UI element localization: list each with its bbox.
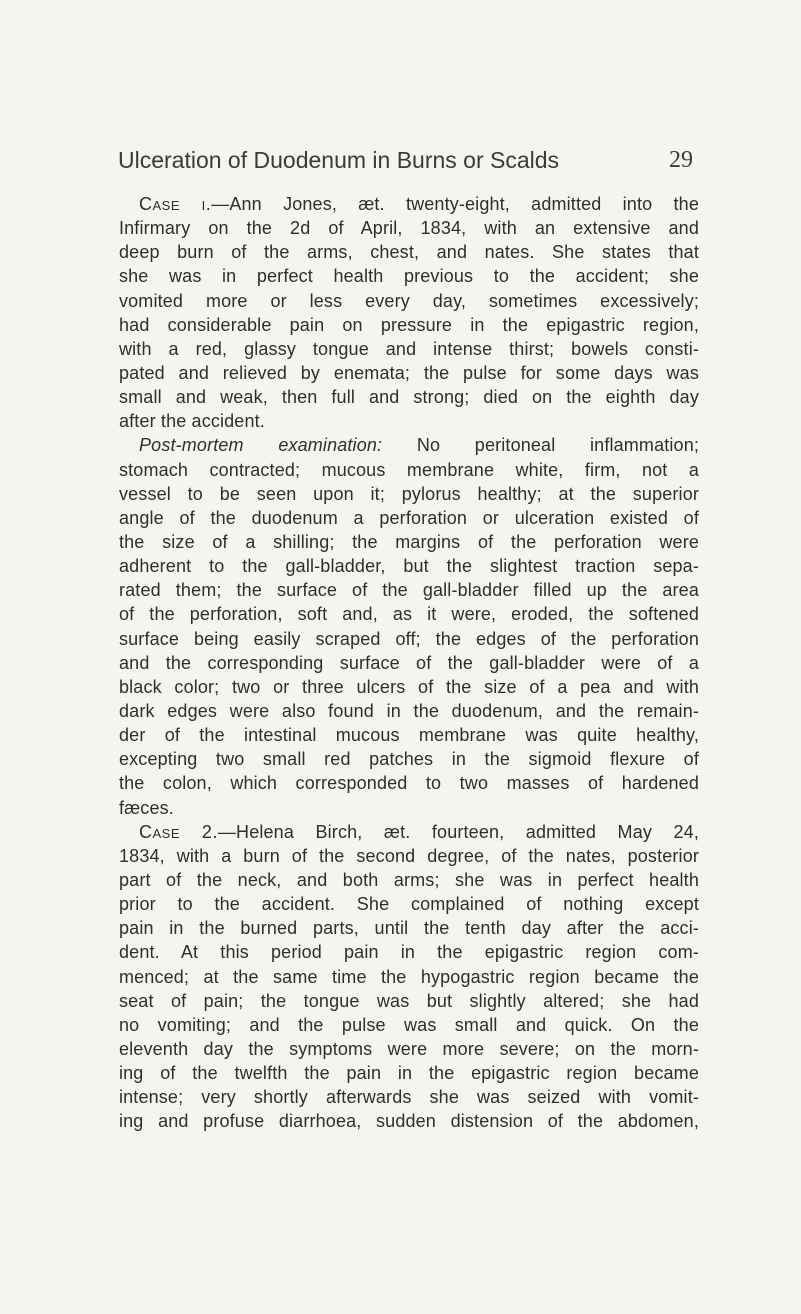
text-line: excepting two small red patches in the sigmoid flexure of bbox=[119, 749, 699, 770]
text-line: pated and relieved by enemata; the pulse for some days was bbox=[119, 362, 699, 383]
post-mortem-heading: Post-mortem examination: bbox=[139, 435, 383, 456]
text-line: black color; two or three ulcers of the size of a pea and with bbox=[119, 676, 699, 697]
text-line: menced; at the same time the hypogastric region became the bbox=[119, 966, 699, 987]
text-line: ing of the twelfth the pain in the epigastric region became bbox=[119, 1063, 699, 1084]
text-line: had considerable pain on pressure in the epigastric region, bbox=[119, 314, 699, 335]
text-line: with a red, glassy tongue and intense thirst; bowels consti- bbox=[119, 338, 699, 359]
text-line: vomited more or less every day, sometimes excessively; bbox=[119, 290, 699, 311]
text-line: pain in the burned parts, until the tenth day after the acci- bbox=[119, 918, 699, 939]
case-1-label: Case i. bbox=[139, 194, 212, 214]
running-head bbox=[118, 147, 693, 179]
case-1-first-line: —Ann Jones, æt. twenty-eight, admitted into the bbox=[211, 194, 699, 214]
text-line: rated them; the surface of the gall-bladder filled up the area bbox=[119, 580, 699, 601]
text-line: part of the neck, and both arms; she was in perfect health bbox=[119, 869, 699, 890]
text-line: after the accident. bbox=[119, 411, 265, 432]
post-mortem-first-line: No peritoneal inflammation; bbox=[382, 435, 699, 456]
text-line: dent. At this period pain in the epigastric region com- bbox=[119, 942, 699, 963]
text-line: and the corresponding surface of the gall-bladder were of a bbox=[119, 652, 699, 673]
text-line: deep burn of the arms, chest, and nates. She states that bbox=[119, 242, 699, 263]
page-number: 29 bbox=[669, 147, 693, 173]
text-line: stomach contracted; mucous membrane white, firm, not a bbox=[119, 459, 699, 480]
text-line bbox=[119, 820, 699, 844]
text-line: she was in perfect health previous to the accident; she bbox=[119, 266, 699, 287]
text-line: prior to the accident. She complained of nothing except bbox=[119, 894, 699, 915]
text-line: intense; very shortly afterwards she was seized with vomit- bbox=[119, 1087, 699, 1108]
text-line: no vomiting; and the pulse was small and quick. On the bbox=[119, 1014, 699, 1035]
text-line: fæces. bbox=[119, 797, 174, 818]
text-line: dark edges were also found in the duodenum, and the remain- bbox=[119, 700, 699, 721]
case-2-first-line: —Helena Birch, æt. fourteen, admitted May 24, bbox=[217, 821, 699, 842]
case-1-paragraph bbox=[119, 192, 699, 433]
text-line: of the perforation, soft and, as it were, eroded, the softened bbox=[119, 604, 699, 625]
text-line: seat of pain; the tongue was but slightly altered; she had bbox=[119, 990, 699, 1011]
text-line: ing and profuse diarrhoea, sudden distension of the abdomen, bbox=[119, 1111, 699, 1132]
case-2-label: Case 2. bbox=[139, 821, 218, 842]
text-line: Infirmary on the 2d of April, 1834, with an extensive and bbox=[119, 218, 699, 239]
text-line: der of the intestinal mucous membrane was quite healthy, bbox=[119, 725, 699, 746]
text-line: angle of the duodenum a perforation or ulceration existed of bbox=[119, 507, 699, 528]
text-line: eleventh day the symptoms were more severe; on the morn- bbox=[119, 1038, 699, 1059]
case-2-paragraph bbox=[119, 820, 699, 1134]
text-line: small and weak, then full and strong; died on the eighth day bbox=[119, 387, 699, 408]
text-line bbox=[119, 192, 699, 216]
text-line: vessel to be seen upon it; pylorus healthy; at the superior bbox=[119, 483, 699, 504]
body-text bbox=[119, 192, 699, 1133]
text-line: the size of a shilling; the margins of the perforation were bbox=[119, 531, 699, 552]
running-head-title: Ulceration of Duodenum in Burns or Scalds bbox=[118, 147, 560, 173]
text-line: surface being easily scraped off; the edges of the perforation bbox=[119, 628, 699, 649]
text-line: 1834, with a burn of the second degree, of the nates, posterior bbox=[119, 845, 699, 866]
text-line: adherent to the gall-bladder, but the slightest traction sepa- bbox=[119, 556, 699, 577]
text-line bbox=[119, 433, 699, 457]
text-line: the colon, which corresponded to two masses of hardened bbox=[119, 773, 699, 794]
post-mortem-paragraph bbox=[119, 433, 699, 819]
